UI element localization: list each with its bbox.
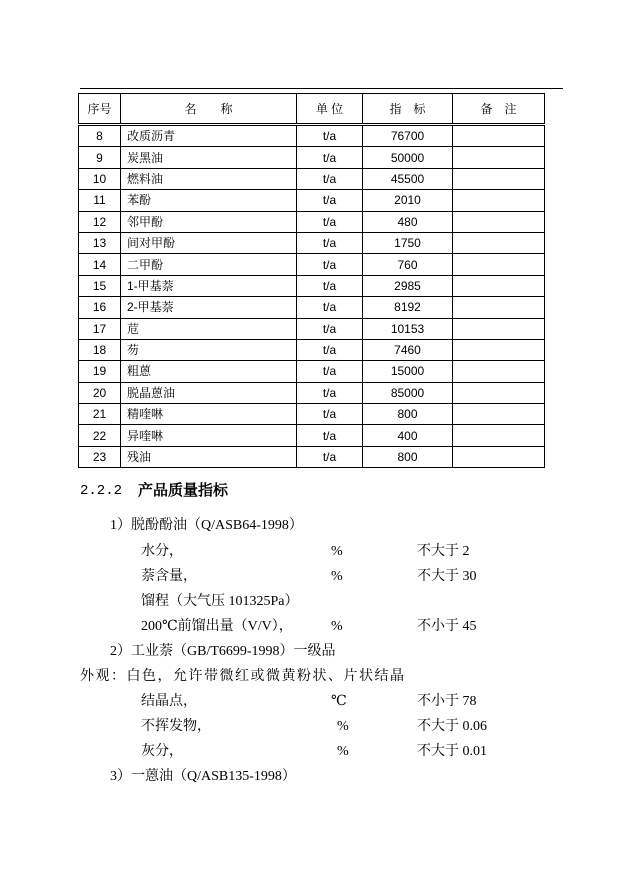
cell-no: 22 xyxy=(79,425,121,446)
table-row xyxy=(79,361,545,382)
table-body xyxy=(79,125,545,468)
table-row xyxy=(79,254,545,275)
table-row xyxy=(79,168,545,189)
table-row xyxy=(79,232,545,253)
cell-no: 19 xyxy=(79,361,121,382)
cell-name: 邻甲酚 xyxy=(121,211,297,232)
cell-unit: t/a xyxy=(297,361,363,382)
cell-value: 400 xyxy=(363,425,453,446)
cell-unit: t/a xyxy=(297,275,363,296)
cell-no: 23 xyxy=(79,446,121,467)
cell-name: 异喹啉 xyxy=(121,425,297,446)
section-title: 产品质量指标 xyxy=(138,482,229,499)
cell-no: 20 xyxy=(79,382,121,403)
cell-no: 8 xyxy=(79,125,121,147)
cell-remark xyxy=(453,211,545,232)
spec-label: 结晶点， xyxy=(141,694,197,709)
cell-remark xyxy=(453,232,545,253)
cell-value: 2010 xyxy=(363,190,453,211)
product-2-title: 2）工业萘（GB/T6699-1998）一级品 xyxy=(110,644,336,659)
cell-unit: t/a xyxy=(297,404,363,425)
cell-name: 1-甲基萘 xyxy=(121,275,297,296)
table-row xyxy=(79,275,545,296)
spec-limit: 不大于 2 xyxy=(417,544,470,559)
cell-name: 炭黑油 xyxy=(121,147,297,168)
cell-unit: t/a xyxy=(297,254,363,275)
cell-value: 50000 xyxy=(363,147,453,168)
cell-remark xyxy=(453,361,545,382)
cell-no: 15 xyxy=(79,275,121,296)
cell-remark xyxy=(453,339,545,360)
cell-unit: t/a xyxy=(297,425,363,446)
cell-remark xyxy=(453,147,545,168)
table-row xyxy=(79,425,545,446)
cell-no: 13 xyxy=(79,232,121,253)
cell-no: 10 xyxy=(79,168,121,189)
cell-unit: t/a xyxy=(297,297,363,318)
cell-value: 7460 xyxy=(363,339,453,360)
table-row xyxy=(79,446,545,467)
cell-value: 800 xyxy=(363,404,453,425)
cell-unit: t/a xyxy=(297,168,363,189)
cell-unit: t/a xyxy=(297,339,363,360)
spec-label: 萘含量， xyxy=(141,569,197,584)
cell-name: 间对甲酚 xyxy=(121,232,297,253)
cell-value: 760 xyxy=(363,254,453,275)
table-row xyxy=(79,382,545,403)
cell-name: 脱晶蒽油 xyxy=(121,382,297,403)
cell-remark xyxy=(453,446,545,467)
cell-unit: t/a xyxy=(297,211,363,232)
cell-name: 芴 xyxy=(121,339,297,360)
cell-value: 1750 xyxy=(363,232,453,253)
cell-remark xyxy=(453,297,545,318)
cell-no: 12 xyxy=(79,211,121,232)
cell-value: 45500 xyxy=(363,168,453,189)
cell-no: 14 xyxy=(79,254,121,275)
cell-remark xyxy=(453,125,545,147)
cell-no: 9 xyxy=(79,147,121,168)
cell-unit: t/a xyxy=(297,190,363,211)
table-row xyxy=(79,318,545,339)
cell-unit: t/a xyxy=(297,232,363,253)
header-name: 名 称 xyxy=(121,94,297,125)
cell-no: 18 xyxy=(79,339,121,360)
cell-name: 苯酚 xyxy=(121,190,297,211)
spec-unit: ℃ xyxy=(331,694,347,709)
product-output-table xyxy=(78,93,545,468)
cell-remark xyxy=(453,190,545,211)
cell-unit: t/a xyxy=(297,446,363,467)
table-row xyxy=(79,190,545,211)
cell-name: 苊 xyxy=(121,318,297,339)
spec-label: 馏程（大气压 101325Pa） xyxy=(141,594,299,609)
cell-name: 残油 xyxy=(121,446,297,467)
spec-row xyxy=(0,742,621,762)
top-rule xyxy=(80,88,563,89)
cell-name: 2-甲基萘 xyxy=(121,297,297,318)
cell-unit: t/a xyxy=(297,318,363,339)
spec-unit: % xyxy=(331,544,343,559)
header-value: 指 标 xyxy=(363,94,453,125)
cell-unit: t/a xyxy=(297,147,363,168)
spec-limit: 不大于 30 xyxy=(417,569,477,584)
table-row xyxy=(79,211,545,232)
header-no: 序号 xyxy=(79,94,121,125)
cell-value: 2985 xyxy=(363,275,453,296)
spec-row xyxy=(0,717,621,737)
product-3-title: 3）一蒽油（Q/ASB135-1998） xyxy=(110,769,296,784)
spec-label: 不挥发物， xyxy=(141,719,211,734)
cell-remark xyxy=(453,275,545,296)
cell-name: 精喹啉 xyxy=(121,404,297,425)
cell-value: 800 xyxy=(363,446,453,467)
spec-label: 水分， xyxy=(141,544,183,559)
cell-remark xyxy=(453,168,545,189)
cell-unit: t/a xyxy=(297,382,363,403)
cell-remark xyxy=(453,254,545,275)
spec-limit: 不小于 45 xyxy=(417,619,477,634)
cell-name: 二甲酚 xyxy=(121,254,297,275)
cell-no: 17 xyxy=(79,318,121,339)
spec-row xyxy=(0,592,621,612)
spec-unit: % xyxy=(331,569,343,584)
cell-value: 10153 xyxy=(363,318,453,339)
table-row xyxy=(79,297,545,318)
spec-row xyxy=(0,567,621,587)
cell-unit: t/a xyxy=(297,125,363,147)
cell-value: 76700 xyxy=(363,125,453,147)
spec-limit: 不大于 0.06 xyxy=(417,719,487,734)
table-header-row xyxy=(79,94,545,125)
cell-remark xyxy=(453,425,545,446)
cell-no: 11 xyxy=(79,190,121,211)
spec-label: 200℃前馏出量（V/V）， xyxy=(141,619,293,634)
spec-label: 灰分， xyxy=(141,744,183,759)
section-number: 2.2.2 xyxy=(80,483,123,499)
table-row xyxy=(79,404,545,425)
cell-value: 480 xyxy=(363,211,453,232)
table-row xyxy=(79,125,545,147)
header-unit: 单 位 xyxy=(297,94,363,125)
cell-remark xyxy=(453,318,545,339)
table-row xyxy=(79,147,545,168)
product-2-appearance: 外观：白色，允许带微红或微黄粉状、片状结晶 xyxy=(80,669,406,684)
spec-row xyxy=(0,692,621,712)
cell-name: 粗蒽 xyxy=(121,361,297,382)
table-row xyxy=(79,339,545,360)
cell-remark xyxy=(453,382,545,403)
cell-name: 改质沥青 xyxy=(121,125,297,147)
header-remark: 备 注 xyxy=(453,94,545,125)
cell-name: 燃料油 xyxy=(121,168,297,189)
spec-unit: % xyxy=(331,619,343,634)
spec-row xyxy=(0,617,621,637)
spec-limit: 不小于 78 xyxy=(417,694,477,709)
spec-limit: 不大于 0.01 xyxy=(417,744,487,759)
cell-no: 16 xyxy=(79,297,121,318)
product-1-title: 1）脱酚酚油（Q/ASB64-1998） xyxy=(110,518,303,533)
cell-value: 85000 xyxy=(363,382,453,403)
cell-remark xyxy=(453,404,545,425)
spec-unit: % xyxy=(337,744,349,759)
spec-row xyxy=(0,542,621,562)
cell-no: 21 xyxy=(79,404,121,425)
cell-value: 15000 xyxy=(363,361,453,382)
cell-value: 8192 xyxy=(363,297,453,318)
spec-unit: % xyxy=(337,719,349,734)
